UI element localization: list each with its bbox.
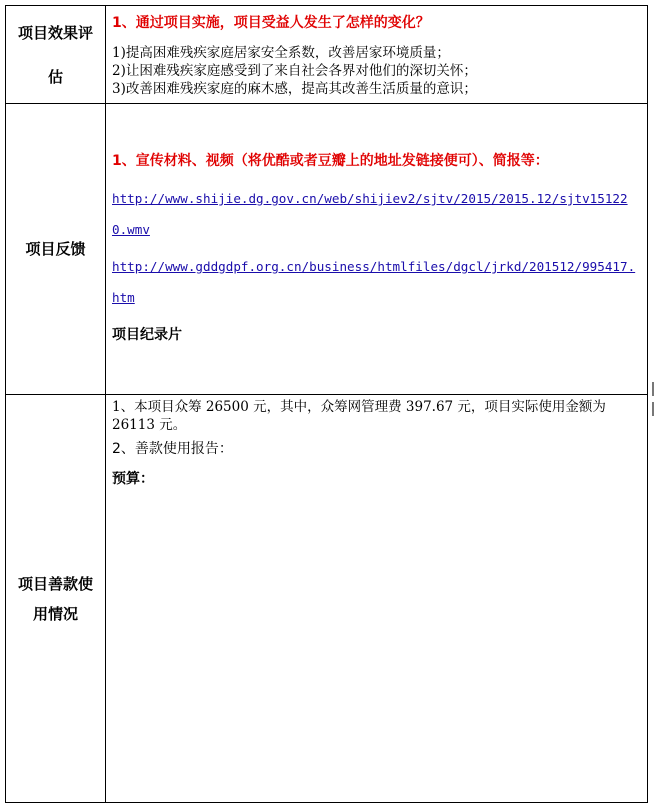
effect-item-2: 2)让困难残疾家庭感受到了来自社会各界对他们的深切关怀；: [112, 63, 477, 79]
effect-row: [6, 6, 648, 104]
effect-item-3: 3)改善困难残疾家庭的麻木感，提高其改善生活质量的意识；: [112, 81, 477, 97]
documentary-label: 项目纪录片: [112, 327, 182, 343]
scroll-indicator[interactable]: [650, 382, 656, 418]
feedback-label: 项目反馈: [25, 240, 86, 258]
project-report-table: [5, 5, 648, 803]
feedback-row: [6, 104, 648, 395]
usage-budget-label: 预算：: [112, 471, 154, 487]
usage-label-cell: [6, 395, 106, 803]
effect-item-1: 1)提高困难残疾家庭居家安全系数，改善居家环境质量；: [112, 45, 450, 61]
feedback-content-cell: [106, 104, 648, 395]
usage-report-heading: 2、善款使用报告：: [112, 441, 233, 457]
effect-label: 项目效果评估: [17, 23, 93, 86]
usage-funding-text: 1、本项目众筹 26500 元，其中，众筹网管理费 397.67 元，项目实际使用金额为 26113 元。: [112, 399, 606, 433]
feedback-link-news[interactable]: http://www.gddgdpf.org.cn/business/htmlfiles/dgcl/jrkd/201512/995417.htm: [112, 259, 636, 305]
usage-label: 项目善款使用情况: [17, 574, 93, 623]
effect-content-cell: [106, 6, 648, 104]
effect-heading: 1、通过项目实施，项目受益人发生了怎样的变化？: [112, 15, 430, 31]
usage-row: [6, 395, 648, 803]
feedback-link-video[interactable]: http://www.shijie.dg.gov.cn/web/shijiev2/sjtv/2015/2015.12/sjtv151220.wmv: [112, 191, 628, 237]
feedback-label-cell: [6, 104, 106, 395]
feedback-heading: 1、宣传材料、视频（将优酷或者豆瓣上的地址发链接便可）、简报等：: [112, 153, 549, 169]
usage-content-cell: [106, 395, 648, 803]
effect-label-cell: [6, 6, 106, 104]
